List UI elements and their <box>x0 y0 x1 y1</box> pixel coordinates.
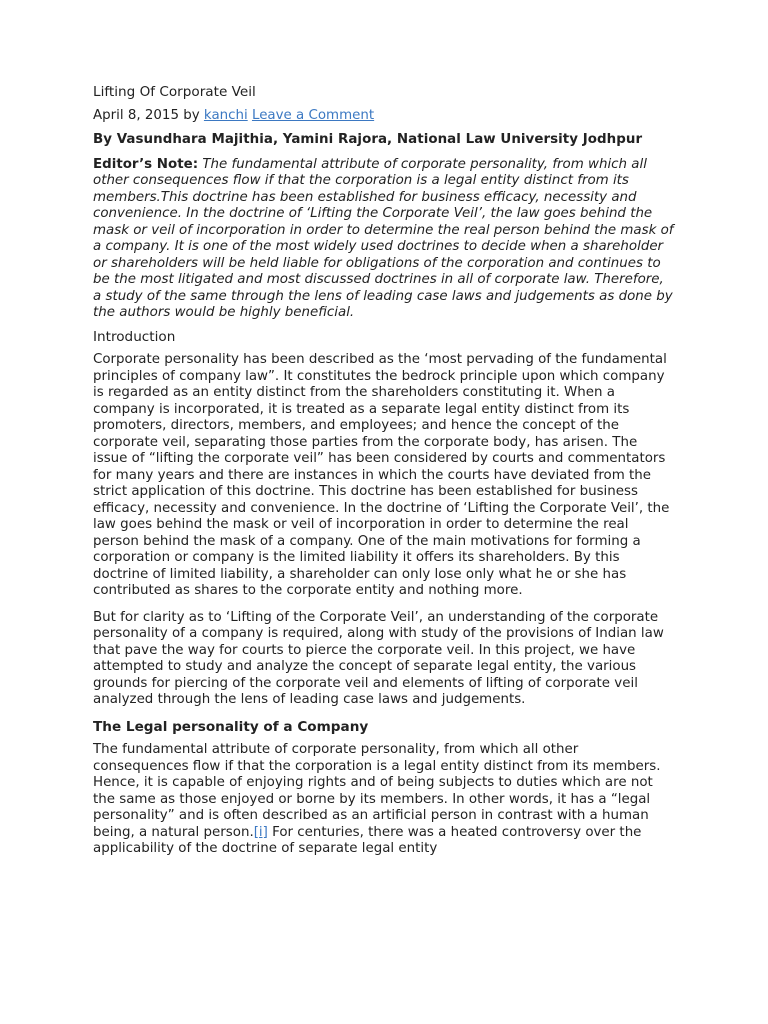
author-link[interactable]: kanchi <box>203 107 248 123</box>
paragraph-text: The fundamental attribute of corporate personality, from which all other consequences flow if that the corporation is a legal entity distinct from its members. Hence, it is capable of enjoying rights and of being subjects to duties which are not the same as those enjoyed or borne by its members. In other words, it has a “legal personality” and is often described as an artificial person in contrast with a human being, a natural person. <box>93 742 661 840</box>
post-date: April 8, 2015 by <box>93 107 204 123</box>
section-heading-introduction: Introduction <box>93 328 176 345</box>
paragraph <box>93 742 675 858</box>
section-heading-legal-personality: The Legal personality of a Company <box>93 718 369 735</box>
footnote-link[interactable]: [i] <box>253 824 268 840</box>
editor-note <box>93 157 675 322</box>
editor-note-text: The fundamental attribute of corporate personality, from which all other consequences flow if that the corporation is a legal entity distinct from its members.This doctrine has been established for business efficacy, necessity and convenience. In the doctrine of ‘Lifting the Corporate Veil’, the law goes behind the mask or veil of incorporation in order to determine the real person behind the mask of a company. It is one of the most widely used doctrines to decide when a shareholder or shareholders will be held liable for obligations of the corporation and continues to be the most litigated and most discussed doctrines in all of corporate law. Therefore, a study of the same through the lens of leading case laws and judgements as done by the authors would be highly beneficial. <box>93 156 674 320</box>
article-title: Lifting Of Corporate Veil <box>93 84 256 100</box>
byline: By Vasundhara Majithia, Yamini Rajora, National Law University Jodhpur <box>93 132 643 147</box>
post-meta <box>93 108 675 125</box>
editor-note-label: Editor’s Note: <box>93 156 199 172</box>
paragraph-text: For centuries, there was a heated controversy over the applicability of the doctrine of separate legal entity <box>93 824 642 856</box>
paragraph: But for clarity as to ‘Lifting of the Corporate Veil’, an understanding of the corporate personality of a company is required, along with study of the provisions of Indian law that pave the way for courts to pierce the corporate veil. In this project, we have attempted to study and analyze the concept of separate legal entity, the various grounds for piercing of the corporate veil and elements of lifting of corporate veil analyzed through the lens of leading case laws and judgements. <box>93 609 664 707</box>
article <box>93 84 675 868</box>
paragraph: Corporate personality has been described as the ‘most pervading of the fundamental principles of company law”. It constitutes the bedrock principle upon which company is regarded as an entity distinct from the shareholders constituting it. When a company is incorporated, it is treated as a separate legal entity distinct from its promoters, directors, members, and employees; and hence the concept of the corporate veil, separating those parties from the corporate body, has arisen. The issue of “lifting the corporate veil” has been considered by courts and commentators for many years and there are instances in which the courts have deviated from the strict application of this doctrine. This doctrine has been established for business efficacy, necessity and convenience. In the doctrine of ‘Lifting the Corporate Veil’, the law goes behind the mask or veil of incorporation in order to determine the real person behind the mask of a company. One of the main motivations for forming a corporation or company is the limited liability it offers its shareholders. By this doctrine of limited liability, a shareholder can only lose only what he or she has contributed as shares to the corporate entity and nothing more. <box>93 352 670 598</box>
leave-comment-link[interactable]: Leave a Comment <box>251 107 375 123</box>
